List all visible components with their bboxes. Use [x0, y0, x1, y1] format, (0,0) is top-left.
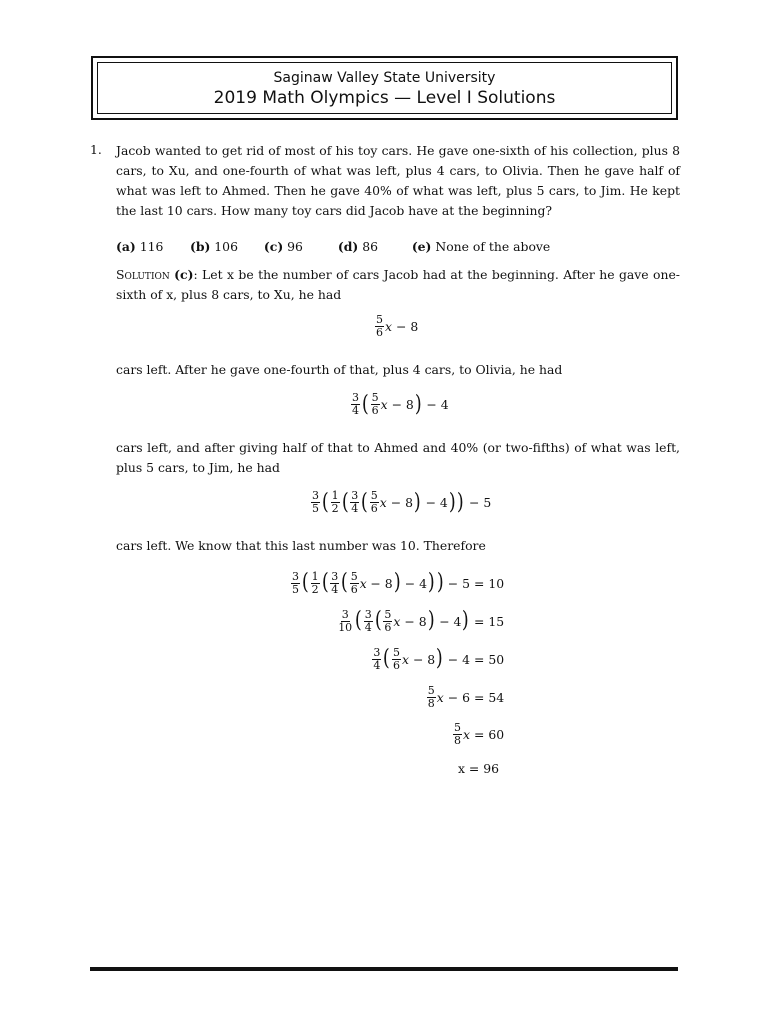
solution-intro [116, 265, 680, 305]
problem-number: 1. [90, 142, 102, 157]
text-after-olivia: cars left, and after giving half of that to Ahmed and 40% (or two-fifths) of what was left, plus 5 cars, to Jim, he had [116, 440, 680, 475]
equation-line-1: $\frac{3}{5}$ ( $\frac{1}{2}$ ( $\frac{3}{4}$ ( $\frac{5}{6}$ x − 8 ) − 4 ) ) − 5 = 10 [292, 569, 505, 596]
expression-after-xu: $\frac{5}{6}$ x − 8 [376, 313, 419, 339]
solution-intro-text: : Let x be the number of cars Jacob had at the beginning. After he gave one-sixth of x, plus 8 cars, to Xu, he had [116, 267, 680, 302]
expression-after-jim: $\frac{3}{5}$ ( $\frac{1}{2}$ ( $\frac{3}{4}$ ( $\frac{5}{6}$ x − 8 ) − 4 ) ) − 5 [312, 489, 492, 515]
problem-text: Jacob wanted to get rid of most of his toy cars. He gave one-sixth of his collection, plus 8 cars, to Xu, and one-fourth of what was left, plus 4 cars, to Olivia. Then he gave half of what was left to Ahmed. Then he gave 40% of what was left, plus 5 cars, to Jim. He kept the last 10 cars. How many toy cars did Jacob have at the beginning? [116, 143, 680, 218]
choice-d: (d) 86 [337, 239, 378, 254]
equation-line-5: $\frac{5}{8}$ x = 60 [454, 720, 505, 747]
university-name: Saginaw Valley State University [273, 70, 496, 86]
expression-after-olivia: $\frac{3}{4}$ ( $\frac{5}{6}$ x − 8 ) − 4 [352, 391, 449, 417]
footer-rule [90, 967, 678, 971]
answer-choices [116, 237, 550, 257]
header-box [91, 56, 678, 120]
equation-line-4: $\frac{5}{8}$ x − 6 = 54 [427, 683, 505, 710]
choice-b: (b) 106 [189, 239, 238, 254]
choice-a: (a) 116 [116, 239, 164, 254]
text-after-xu: cars left. After he gave one-fourth of that, plus 4 cars, to Olivia, he had [116, 362, 563, 377]
equation-line-2: $\frac{3}{10}$ ( $\frac{3}{4}$ ( $\frac{5}{6}$ x − 8 ) − 4 ) = 15 [338, 607, 505, 634]
equation-final: x = 96 [458, 760, 500, 776]
choice-e: (e) None of the above [411, 239, 551, 254]
solution-answer: (c) [174, 267, 194, 282]
page-title: 2019 Math Olympics — Level I Solutions [213, 88, 556, 108]
equation-line-3: $\frac{3}{4}$ ( $\frac{5}{6}$ x − 8 ) − 4 = 50 [373, 645, 505, 672]
solution-heading: Solution [116, 267, 170, 282]
choice-c: (c) 96 [263, 239, 303, 254]
header-inner-box [97, 62, 672, 114]
text-after-jim: cars left. We know that this last number was 10. Therefore [116, 538, 486, 553]
